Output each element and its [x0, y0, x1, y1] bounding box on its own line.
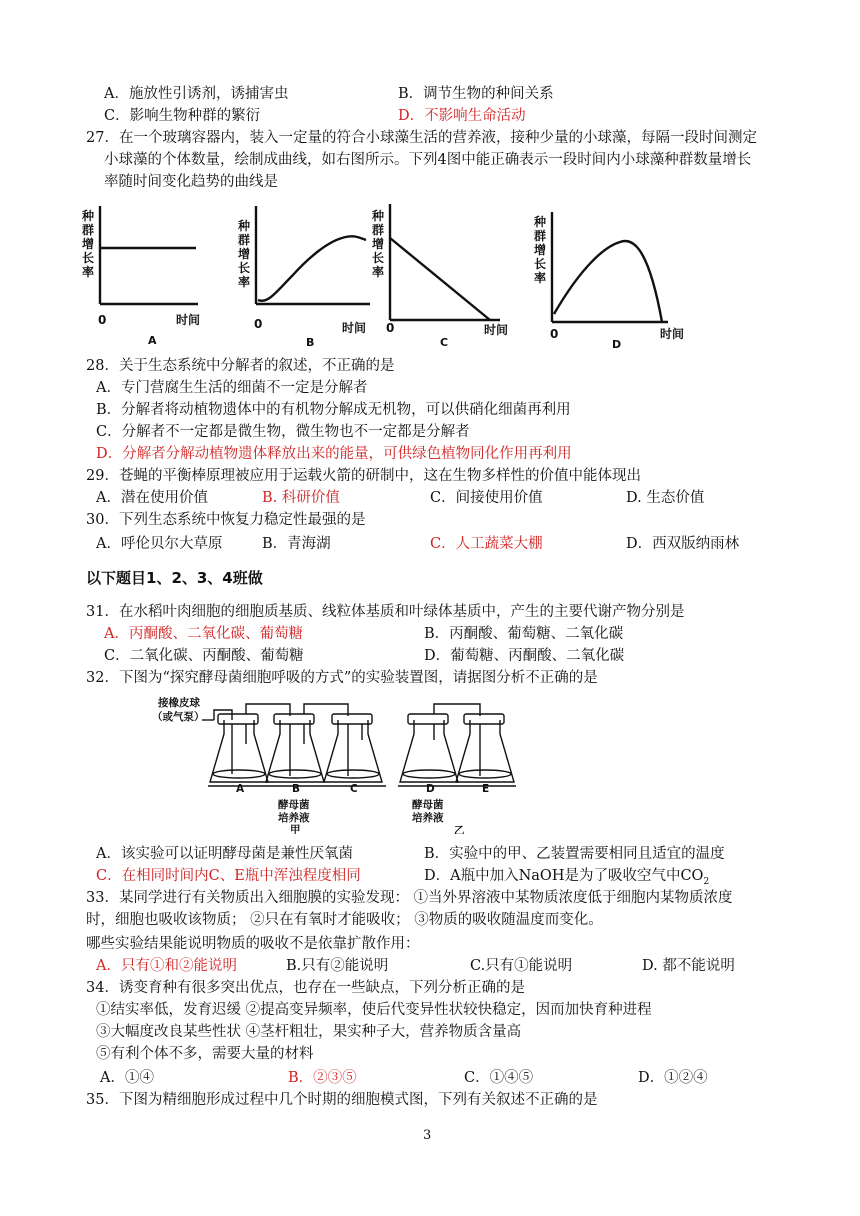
- graph-b-ylabel-1: 种: [238, 219, 251, 233]
- q31-option-b: B．丙酮酸、葡萄糖、二氧化碳: [424, 626, 624, 642]
- fig-flask-c: C: [350, 783, 358, 795]
- q34-item-line3: ⑤有利个体不多，需要大量的材料: [96, 1046, 314, 1062]
- fig-pump-label: 接橡皮球: [158, 697, 200, 709]
- q31-stem: 31．在水稻叶肉细胞的细胞质基质、线粒体基质和叶绿体基质中，产生的主要代谢产物分别是: [86, 604, 685, 620]
- fig-pump-label-2: （或气泵）: [152, 711, 205, 723]
- q33-option-d: D. 都不能说明: [642, 958, 735, 974]
- q27-graphs: [80, 196, 780, 354]
- q32-option-c: C．在相同时间内C、E瓶中浑浊程度相同: [96, 868, 361, 884]
- q34-option-b: B．②③⑤: [288, 1070, 357, 1086]
- graph-b-letter: B: [306, 336, 315, 349]
- section-heading: 以下题目1、2、3、4班做: [86, 569, 263, 587]
- q26-option-c: C．影响生物种群的繁衍: [104, 108, 261, 124]
- q30-option-b: B．青海湖: [262, 536, 331, 552]
- graph-c-origin: 0: [386, 321, 395, 335]
- graph-d-xlabel: 时间: [660, 327, 685, 341]
- q27-stem-line2: 小球藻的个体数量，绘制成曲线，如右图所示。下列4图中能正确表示一段时间内小球藻种群数量增长: [104, 152, 752, 168]
- fig-culture-label-1: 培养液: [278, 812, 310, 824]
- svg-text:增: 增: [534, 243, 547, 257]
- q28-stem: 28．关于生态系统中分解者的叙述，不正确的是: [86, 358, 395, 374]
- q33-option-c: C.只有①能说明: [470, 958, 573, 974]
- q33-stem-line1: 33．某同学进行有关物质出入细胞膜的实验发现： ①当外界溶液中某物质浓度低于细胞内某物质浓度: [86, 890, 733, 906]
- graph-c-ylabel-1: 种: [372, 209, 385, 223]
- fig-flask-b: B: [292, 783, 301, 795]
- svg-text:率: 率: [534, 271, 547, 285]
- q34-option-d: D．①②④: [638, 1070, 708, 1086]
- q33-option-a: A．只有①和②能说明: [96, 958, 237, 974]
- q32-option-d: D．A瓶中加入NaOH是为了吸收空气中$CO_2$: [424, 868, 710, 887]
- fig-jia-label: 甲: [290, 824, 301, 834]
- q26-option-b: B．调节生物的种间关系: [398, 86, 554, 102]
- q29-option-a: A．潜在使用价值: [96, 490, 208, 506]
- graph-a-ylabel-1: 种: [82, 209, 95, 223]
- svg-text:增: 增: [82, 237, 95, 251]
- svg-text:群: 群: [372, 223, 385, 237]
- svg-text:长: 长: [534, 257, 547, 271]
- q30-option-c: C．人工蔬菜大棚: [430, 536, 543, 552]
- q33-option-b: B.只有②能说明: [286, 958, 389, 974]
- q34-stem: 34．诱变育种有很多突出优点，也存在一些缺点，下列分析正确的是: [86, 980, 525, 996]
- q33-stem-line3: 哪些实验结果能说明物质的吸收不是依靠扩散作用：: [86, 936, 420, 952]
- svg-text:群: 群: [82, 223, 95, 237]
- fig-yeast-label-1: 酵母菌: [278, 799, 310, 811]
- q34-item-line1: ①结实率低，发育迟缓 ②提高变异频率，使后代变异性状较快稳定，因而加快育种进程: [96, 1002, 652, 1018]
- svg-text:增: 增: [238, 247, 251, 261]
- fig-yeast-label-2: 酵母菌: [412, 799, 444, 811]
- q34-item-line2: ③大幅度改良某些性状 ④茎杆粗壮，果实种子大，营养物质含量高: [96, 1024, 522, 1040]
- fig-flask-e: E: [482, 783, 490, 795]
- fig-culture-label-2: 培养液: [412, 812, 444, 824]
- q32-option-a: A．该实验可以证明酵母菌是兼性厌氧菌: [96, 846, 353, 862]
- q28-option-c: C．分解者不一定都是微生物，微生物也不一定都是分解者: [96, 424, 470, 440]
- q28-option-b: B．分解者将动植物遗体中的有机物分解成无机物，可以供硝化细菌再利用: [96, 402, 571, 418]
- q30-option-d: D．西双版纳雨林: [626, 536, 740, 552]
- q27-stem-line1: 27．在一个玻璃容器内，装入一定量的符合小球藻生活的营养液，接种少量的小球藻，每隔一段时间测定: [86, 130, 757, 146]
- graph-a-xlabel: 时间: [176, 313, 201, 327]
- q31-option-a: A．丙酮酸、二氧化碳、葡萄糖: [104, 626, 303, 642]
- fig-yi-label: 乙: [454, 825, 465, 834]
- q30-option-a: A．呼伦贝尔大草原: [96, 536, 223, 552]
- q29-stem: 29．苍蝇的平衡棒原理被应用于运载火箭的研制中，这在生物多样性的价值中能体现出: [86, 468, 641, 484]
- q29-option-d: D. 生态价值: [626, 490, 705, 506]
- q31-option-c: C．二氧化碳、丙酮酸、葡萄糖: [104, 648, 304, 664]
- svg-text:长: 长: [82, 251, 95, 265]
- q32-stem: 32．下图为“探究酵母菌细胞呼吸的方式”的实验装置图，请据图分析不正确的是: [86, 670, 598, 686]
- q29-option-c: C．间接使用价值: [430, 490, 543, 506]
- svg-text:群: 群: [534, 229, 547, 243]
- q26-option-a: A．施放性引诱剂，诱捕害虫: [104, 86, 289, 102]
- graph-c-xlabel: 时间: [484, 323, 509, 337]
- graph-a-letter: A: [148, 334, 157, 347]
- svg-text:群: 群: [238, 233, 251, 247]
- svg-text:增: 增: [372, 237, 385, 251]
- fig-flask-d: D: [426, 783, 435, 795]
- page-number: 3: [423, 1128, 432, 1143]
- graph-a-origin: 0: [98, 313, 107, 327]
- q28-option-a: A．专门营腐生生活的细菌不一定是分解者: [96, 380, 368, 396]
- graph-d-ylabel-1: 种: [534, 215, 547, 229]
- svg-text:率: 率: [372, 265, 385, 279]
- q34-option-a: A．①④: [100, 1070, 154, 1086]
- q31-option-d: D．葡萄糖、丙酮酸、二氧化碳: [424, 648, 625, 664]
- q34-option-c: C．①④⑤: [464, 1070, 534, 1086]
- q26-option-d: D．不影响生命活动: [398, 108, 526, 124]
- q33-stem-line2: 时，细胞也吸收该物质； ②只在有氧时才能吸收； ③物质的吸收随温度而变化。: [86, 912, 603, 928]
- q30-stem: 30．下列生态系统中恢复力稳定性最强的是: [86, 512, 366, 528]
- graph-d-letter: D: [612, 338, 622, 351]
- q27-stem-line3: 率随时间变化趋势的曲线是: [104, 174, 278, 190]
- graph-b-xlabel: 时间: [342, 321, 367, 335]
- q29-option-b: B. 科研价值: [262, 490, 340, 506]
- q28-option-d: D．分解者分解动植物遗体释放出来的能量，可供绿色植物同化作用再利用: [96, 446, 572, 462]
- svg-text:长: 长: [372, 251, 385, 265]
- svg-text:率: 率: [238, 275, 251, 289]
- fig-flask-a: A: [236, 783, 245, 795]
- q32-apparatus-figure: [150, 694, 520, 834]
- q35-stem: 35．下图为精细胞形成过程中几个时期的细胞模式图，下列有关叙述不正确的是: [86, 1092, 598, 1108]
- svg-text:率: 率: [82, 265, 95, 279]
- graph-b-origin: 0: [254, 317, 263, 331]
- svg-text:长: 长: [238, 261, 251, 275]
- graph-d-origin: 0: [550, 327, 559, 341]
- q32-option-b: B．实验中的甲、乙装置需要相同且适宜的温度: [424, 846, 725, 862]
- graph-c-letter: C: [440, 336, 449, 349]
